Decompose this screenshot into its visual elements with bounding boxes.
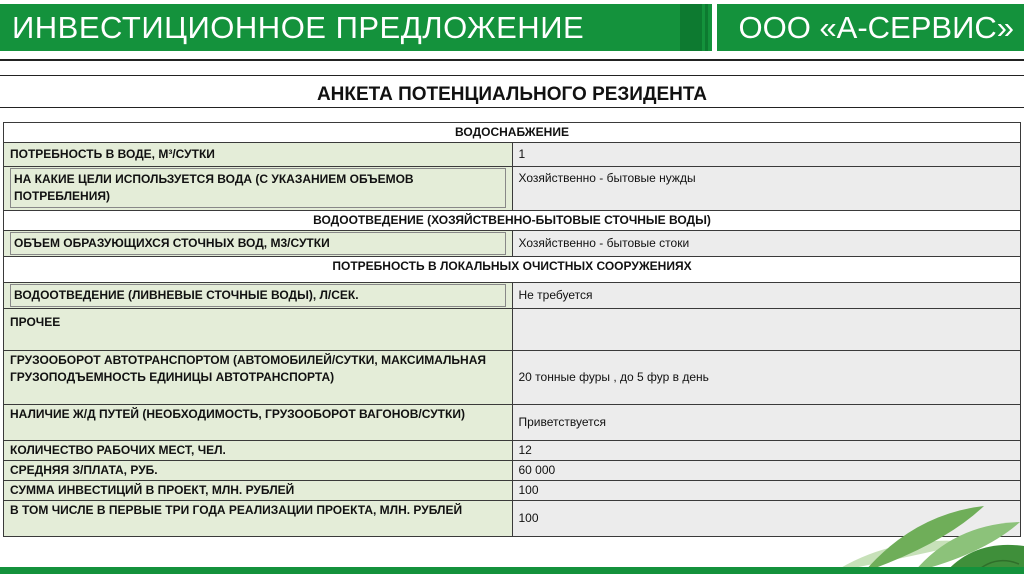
company-banner [717,4,1024,51]
company-name: ООО «А-СЕРВИС» [738,10,1014,45]
value-water-purpose [512,167,1021,211]
label-storm-drainage [4,283,513,309]
value-railway: Приветствуется [512,405,1021,441]
table-row [4,461,1021,481]
section-row [4,257,1021,283]
section-treatment: ПОТРЕБНОСТЬ В ЛОКАЛЬНЫХ ОЧИСТНЫХ СООРУЖЕНИЯХ [4,257,1021,283]
label-water-purpose-text: НА КАКИЕ ЦЕЛИ ИСПОЛЬЗУЕТСЯ ВОДА (С УКАЗАНИЕМ ОБЪЕМОВ ПОТРЕБЛЕНИЯ) [10,168,506,208]
label-salary: СРЕДНЯЯ З/ПЛАТА, РУБ. [4,461,513,481]
table-row [4,167,1021,211]
label-railway: НАЛИЧИЕ Ж/Д ПУТЕЙ (НЕОБХОДИМОСТЬ, ГРУЗООБОРОТ ВАГОНОВ/СУТКИ) [4,405,513,441]
label-investment-3y: В ТОМ ЧИСЛЕ В ПЕРВЫЕ ТРИ ГОДА РЕАЛИЗАЦИИ ПРОЕКТА, МЛН. РУБЛЕЙ [4,501,513,537]
header-rule [0,59,1024,61]
section-drainage: ВОДООТВЕДЕНИЕ (ХОЗЯЙСТВЕННО-БЫТОВЫЕ СТОЧНЫЕ ВОДЫ) [4,211,1021,231]
table-row [4,405,1021,441]
value-storm-drainage: Не требуется [512,283,1021,309]
section-water-supply: ВОДОСНАБЖЕНИЕ [4,123,1021,143]
label-water-purpose [4,167,513,211]
value-salary: 60 000 [512,461,1021,481]
label-freight: ГРУЗООБОРОТ АВТОТРАНСПОРТОМ (АВТОМОБИЛЕЙ/СУТКИ, МАКСИМАЛЬНАЯ ГРУЗОПОДЪЕМНОСТЬ ЕДИНИЦЫ АВТОТРАНСПОРТА) [4,351,513,405]
value-wastewater: Хозяйственно - бытовые стоки [512,231,1021,257]
table-row [4,143,1021,167]
header-stripe [680,4,702,51]
value-jobs: 12 [512,441,1021,461]
header-stripe-thin [705,4,708,51]
value-water-need: 1 [512,143,1021,167]
label-investment: СУММА ИНВЕСТИЦИЙ В ПРОЕКТ, МЛН. РУБЛЕЙ [4,481,513,501]
leaves-decoration-icon [824,494,1024,574]
label-jobs: КОЛИЧЕСТВО РАБОЧИХ МЕСТ, ЧЕЛ. [4,441,513,461]
questionnaire-table [3,122,1021,537]
page-title: ИНВЕСТИЦИОННОЕ ПРЕДЛОЖЕНИЕ [12,10,585,45]
table-row [4,441,1021,461]
section-row [4,211,1021,231]
label-storm-drainage-text: ВОДООТВЕДЕНИЕ (ЛИВНЕВЫЕ СТОЧНЫЕ ВОДЫ), Л/СЕК. [10,284,506,307]
form-title: АНКЕТА ПОТЕНЦИАЛЬНОГО РЕЗИДЕНТА [316,84,708,105]
value-freight: 20 тонные фуры , до 5 фур в день [512,351,1021,405]
label-wastewater-text: ОБЪЕМ ОБРАЗУЮЩИХСЯ СТОЧНЫХ ВОД, М3/СУТКИ [10,232,506,255]
label-other [4,309,513,351]
table-row [4,309,1021,351]
value-investment-3y: 100 [512,501,1021,537]
value-other [512,309,1021,351]
table-row [4,283,1021,309]
label-other-text: ПРОЧЕЕ [10,315,61,329]
table-row [4,351,1021,405]
header-banner [0,4,712,51]
value-investment: 100 [512,481,1021,501]
section-row [4,123,1021,143]
title-rule-top [0,75,1024,76]
table-row [4,231,1021,257]
value-water-purpose-text: Хозяйственно - бытовые нужды [518,171,696,185]
footer-bar [0,567,1024,574]
title-rule-bottom [0,107,1024,108]
label-wastewater [4,231,513,257]
label-water-need: ПОТРЕБНОСТЬ В ВОДЕ, М³/СУТКИ [4,143,513,167]
